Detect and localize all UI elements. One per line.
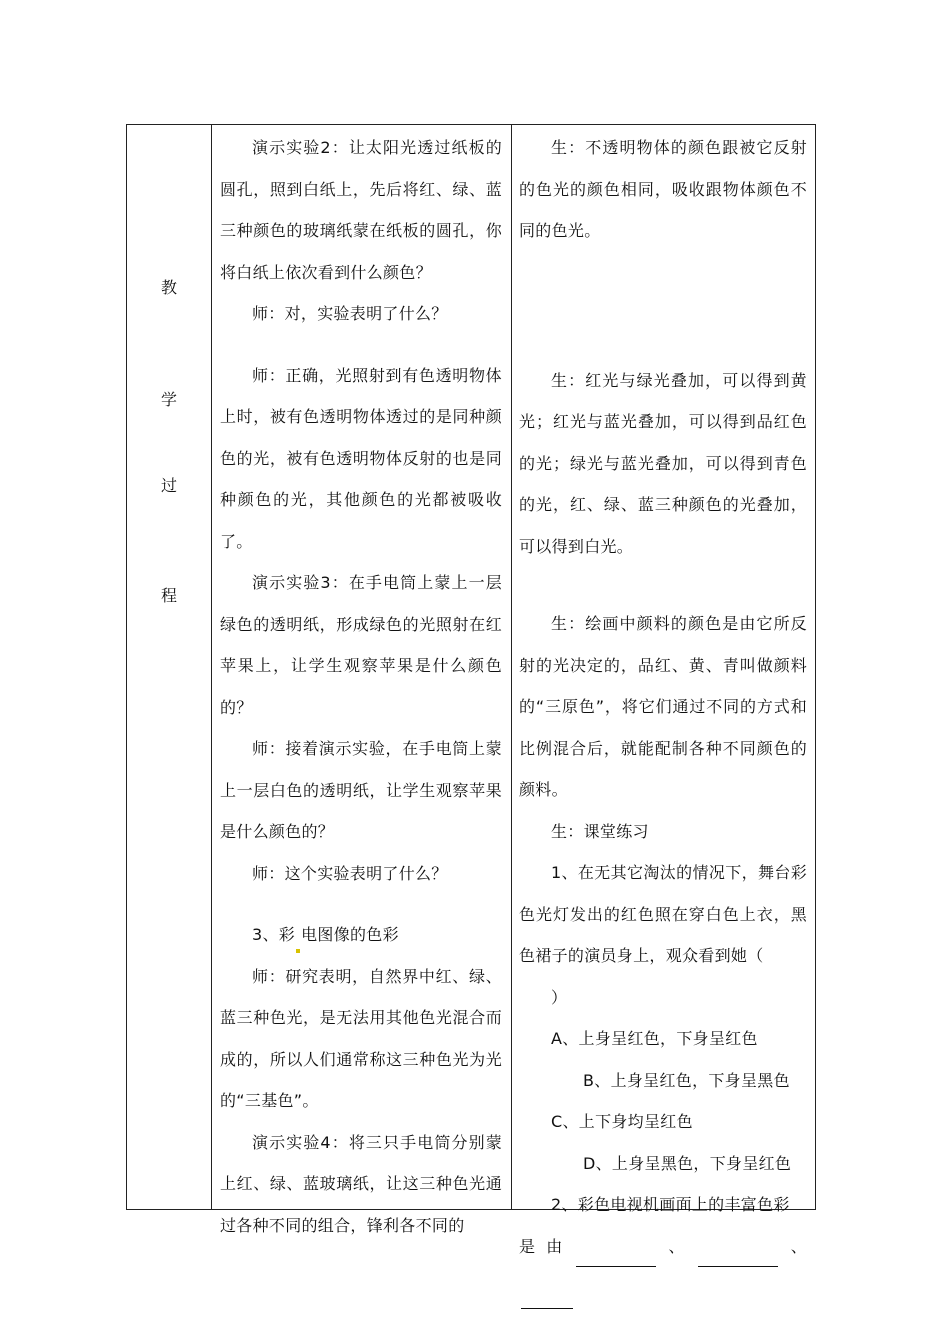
teacher-demo-continue: 师：接着演示实验，在手电筒上蒙上一层白色的透明纸，让学生观察苹果是什么颜色的？: [220, 739, 502, 841]
option-a: A、上身呈红色，下身呈红色: [551, 1029, 758, 1048]
blank-separator: 、: [657, 1236, 696, 1256]
student-exercise-heading: 生：课堂练习: [551, 821, 649, 841]
teacher-question-2: 师：这个实验表明了什么？: [252, 863, 448, 883]
demo-experiment-4: 演示实验4：将三只手电筒分别蒙上红、绿、蓝玻璃纸，让这三种色光通过各种不同的组合，锋利各不同的: [220, 1132, 502, 1235]
exercise-question-2-blanks: [519, 1226, 807, 1309]
spacer: [220, 335, 502, 355]
section-heading-part-2: 电图像的色彩: [301, 925, 399, 944]
mark-dot: [296, 949, 300, 953]
lesson-table: [126, 124, 816, 1256]
side-label-xue: 学: [160, 390, 177, 409]
column-divider-1: [211, 125, 212, 1209]
answer-blank-1[interactable]: [576, 1248, 656, 1267]
demo-experiment-3: 演示实验3：在手电筒上蒙上一层绿色的透明纸，形成绿色的光照射在红苹果上，让学生观察苹果是什么颜色的？: [220, 573, 502, 717]
answer-blank-3[interactable]: [521, 1290, 573, 1309]
spacer: [519, 324, 807, 360]
student-answer-1: 生：不透明物体的颜色跟被它反射的色光的颜色相同，吸收跟物体颜色不同的色光。: [519, 138, 807, 240]
option-b: B、上身呈红色，下身呈黑色: [583, 1070, 790, 1090]
blank-separator: 、: [779, 1236, 807, 1256]
spacer: [519, 567, 807, 603]
demo-experiment-2: 演示实验2：让太阳光透过纸板的圆孔，照到白纸上，先后将红、绿、蓝三种颜色的玻璃纸蒙在纸板的圆孔，你将白纸上依次看到什么颜色？: [220, 138, 502, 282]
teacher-column: [220, 127, 502, 1246]
teacher-question-1: 师：对，实验表明了什么？: [252, 304, 448, 323]
answer-blank-2[interactable]: [698, 1248, 778, 1267]
spacer: [519, 252, 807, 288]
spacer: [220, 894, 502, 914]
question-1-close: ）: [551, 987, 568, 1007]
side-label-guo: 过: [160, 476, 177, 495]
teacher-explanation-2: 师：研究表明，自然界中红、绿、蓝三种色光，是无法用其他色光混合而成的，所以人们通常称这三种色光为光的“三基色”。: [220, 966, 502, 1110]
option-d: D、上身呈黑色，下身呈红色: [583, 1153, 792, 1173]
section-heading-part-1: 3、彩: [252, 925, 296, 944]
exercise-question-2: 2、彩色电视机画面上的丰富色彩: [551, 1195, 790, 1214]
column-divider-2: [511, 125, 512, 1209]
student-column: [519, 127, 807, 1309]
exercise-question-1: 1、在无其它淘汰的情况下，舞台彩色光灯发出的红色照在穿白色上衣，黑色裙子的演员身上，观众看到她（: [519, 863, 807, 965]
spacer: [519, 288, 807, 324]
student-answer-2: 生：红光与绿光叠加，可以得到黄光；红光与蓝光叠加，可以得到品红色的光；绿光与蓝光叠加，可以得到青色的光，红、绿、蓝三种颜色的光叠加，可以得到白光。: [519, 370, 807, 556]
question-2-lead: 是由: [519, 1236, 574, 1256]
student-answer-3: 生：绘画中颜料的颜色是由它所反射的光决定的，品红、黄、青叫做颜料的“三原色”，将它们通过不同的方式和比例混合后，就能配制各种不同颜色的颜料。: [519, 614, 807, 799]
teacher-explanation-1: 师：正确，光照射到有色透明物体上时，被有色透明物体透过的是同种颜色的光，被有色透明物体反射的也是同种颜色的光，其他颜色的光都被吸收了。: [220, 365, 502, 551]
option-c: C、上下身均呈红色: [551, 1112, 693, 1131]
section-heading-3: [220, 914, 502, 956]
side-label-cheng: 程: [160, 586, 177, 605]
side-label-jiao: 教: [160, 278, 177, 297]
